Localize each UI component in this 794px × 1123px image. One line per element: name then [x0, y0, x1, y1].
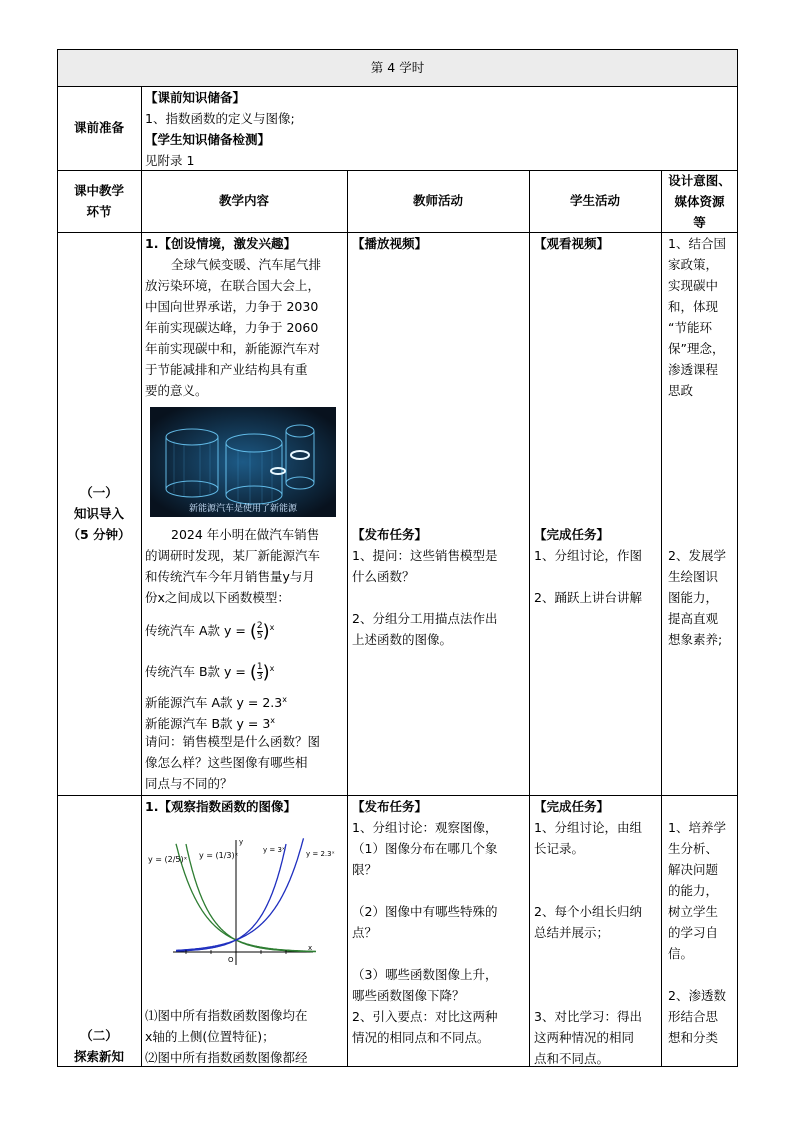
- origin-label: O: [228, 956, 234, 964]
- intent-line: 图能力，: [668, 590, 719, 605]
- model-b: 传统汽车 B款 y = ( $\frac{1}{3}$ )$^x$: [145, 662, 275, 684]
- intent-line: 2、发展学: [668, 548, 726, 563]
- section2-student-heading: 【完成任务】: [534, 799, 610, 814]
- model-b-den: 3: [256, 672, 263, 683]
- col-header-intent-2: 媒体资源: [674, 194, 725, 209]
- model-a-num: 2: [256, 621, 263, 632]
- intent-line: 保”理念，: [668, 341, 725, 356]
- section1-label-2: 知识导入: [73, 506, 124, 521]
- series-label-c: y = 3ˣ: [263, 846, 286, 854]
- section2-teacher-heading: 【发布任务】: [352, 799, 428, 814]
- section1-label-1: （一）: [80, 485, 118, 500]
- new-energy-car-video-image: [150, 407, 336, 517]
- section2-student-line: 长记录。: [534, 841, 585, 856]
- student-task-heading: 【完成任务】: [534, 527, 610, 542]
- teacher-task-heading: 【发布任务】: [352, 527, 428, 542]
- section1-para2-line: 和传统汽车今年月销售量y与月: [145, 569, 315, 584]
- student-watch-video: 【观看视频】: [534, 236, 610, 251]
- section2-student-line: 这两种情况的相同: [534, 1030, 635, 1045]
- section1-title: 1.【创设情境，激发兴趣】: [145, 236, 296, 251]
- section1-label-3: （5 分钟）: [67, 527, 131, 542]
- model-a-exp: x: [269, 623, 275, 632]
- section2-teacher-line: （3）哪些函数图像上升，: [352, 967, 498, 982]
- col-header-content: 教学内容: [218, 193, 269, 208]
- intent-line: 家政策，: [668, 257, 719, 272]
- section2-label-2: 探索新知: [73, 1049, 124, 1064]
- section2-obs-line: ⑴图中所有指数函数图像均在: [145, 1008, 308, 1023]
- section2-label-1: （二）: [80, 1028, 118, 1043]
- section2-student-line: 1、分组讨论，由组: [534, 820, 642, 835]
- section2-intent-line: 生分析、: [668, 841, 719, 856]
- section2-intent-line: 1、培养学: [668, 820, 726, 835]
- section2-student-line: 点和不同点。: [534, 1051, 610, 1066]
- section2-obs-line: ⑵图中所有指数函数图像都经: [145, 1050, 308, 1065]
- col-header-student: 学生活动: [569, 193, 620, 208]
- section1-question-line: 同点与不同的？: [145, 776, 233, 791]
- section2-title: 1.【观察指数函数的图像】: [145, 799, 296, 814]
- page-title: 第 4 学时: [370, 60, 425, 75]
- section1-para-line: 全球气候变暖、汽车尾气排: [171, 257, 322, 272]
- teacher-line: 什么函数？: [352, 569, 415, 584]
- teacher-line: 1、提问：这些销售模型是: [352, 548, 498, 563]
- y-axis-label: y: [239, 838, 244, 846]
- intent-line: 和，体现: [668, 299, 719, 314]
- prep-text-1: 1、指数函数的定义与图像;: [145, 111, 295, 126]
- section1-para2-line: 的调研时发现，某厂新能源汽车: [145, 548, 321, 563]
- x-axis-label: x: [308, 944, 313, 952]
- series-label-a: y = (2/5)ˣ: [148, 855, 188, 864]
- model-c-text: 新能源汽车 A款 y = 2.3: [145, 695, 283, 711]
- prep-label: 课前准备: [73, 120, 124, 135]
- intent-line: 思政: [668, 383, 694, 398]
- intent-line: 1、结合国: [668, 236, 726, 251]
- model-a-prefix: 传统汽车 A款 y =: [145, 623, 250, 639]
- section2-intent-line: 的学习自: [668, 925, 719, 940]
- prep-heading-1: 【课前知识储备】: [145, 90, 246, 105]
- section1-para-line: 年前实现碳中和，新能源汽车对: [145, 341, 321, 356]
- section1-question-line: 像怎么样？这些图像有哪些相: [145, 755, 308, 770]
- model-a-den: 5: [256, 631, 263, 642]
- section2-teacher-line: 限？: [352, 862, 378, 877]
- prep-heading-2: 【学生知识储备检测】: [145, 132, 271, 147]
- section2-teacher-line: 情况的相同点和不同点。: [352, 1030, 490, 1045]
- section1-para-line: 于节能减排和产业结构具有重: [145, 362, 308, 377]
- col-header-stage-2: 环节: [86, 204, 112, 219]
- section2-intent-line: 2、渗透数: [668, 988, 726, 1003]
- model-a: 传统汽车 A款 y = ( $\frac{2}{5}$ )$^x$: [145, 621, 275, 643]
- section2-teacher-line: 1、分组讨论：观察图像，: [352, 820, 498, 835]
- intent-line: 实现碳中: [668, 278, 719, 293]
- col-header-teacher: 教师活动: [412, 193, 463, 208]
- section2-intent-line: 信。: [668, 946, 694, 961]
- section2-teacher-line: （2）图像中有哪些特殊的: [352, 904, 498, 919]
- section2-student-line: 3、对比学习：得出: [534, 1009, 642, 1024]
- section1-para2-line: 份x之间成以下函数模型：: [145, 590, 290, 605]
- intent-line: 提高直观: [668, 611, 719, 626]
- student-line: 2、踊跃上讲台讲解: [534, 590, 642, 605]
- model-b-prefix: 传统汽车 B款 y =: [145, 664, 250, 680]
- model-b-exp: x: [269, 664, 275, 673]
- col-header-stage-1: 课中教学: [73, 183, 124, 198]
- section1-question-line: 请问：销售模型是什么函数？图: [145, 734, 321, 749]
- section1-para-line: 中国向世界承诺，力争于 2030: [145, 299, 319, 314]
- col-header-intent-1: 设计意图、: [668, 173, 731, 188]
- section2-teacher-line: 点？: [352, 925, 378, 940]
- intent-line: 生绘图识: [668, 569, 719, 584]
- section1-para2-line: 2024 年小明在做汽车销售: [171, 527, 320, 542]
- section2-teacher-line: 2、引入要点：对比这两种: [352, 1009, 498, 1024]
- teacher-line: 2、分组分工用描点法作出: [352, 611, 498, 626]
- model-d-exp: x: [270, 716, 276, 725]
- section2-student-line: 2、每个小组长归纳: [534, 904, 642, 919]
- curve-three: [176, 844, 286, 951]
- col-header-intent-3: 等: [693, 215, 706, 230]
- teacher-line: 上述函数的图像。: [352, 632, 453, 647]
- intent-line: “节能环: [668, 320, 712, 335]
- series-label-b: y = (1/3)ˣ: [199, 851, 239, 860]
- section2-student-line: 总结并展示；: [534, 925, 610, 940]
- series-label-d: y = 2.3ˣ: [306, 850, 335, 858]
- section2-intent-line: 解决问题: [668, 862, 719, 877]
- model-d-text: 新能源汽车 B款 y = 3: [145, 716, 271, 732]
- model-c-exp: x: [282, 695, 287, 704]
- section1-para-line: 要的意义。: [145, 383, 208, 398]
- teacher-play-video: 【播放视频】: [352, 236, 428, 251]
- image-caption: 新能源汽车是使用了新能源: [188, 504, 297, 514]
- curve-two-point-three: [176, 838, 304, 950]
- model-b-num: 1: [256, 662, 263, 673]
- prep-text-2: 见附录 1: [145, 153, 195, 168]
- section2-intent-line: 形结合思: [668, 1009, 719, 1024]
- section2-teacher-line: 哪些函数图像下降？: [352, 988, 465, 1003]
- section2-intent-line: 想和分类: [668, 1030, 719, 1045]
- intent-line: 渗透课程: [668, 362, 719, 377]
- cylinder-hologram-icon: [150, 407, 336, 517]
- student-line: 1、分组讨论，作图: [534, 548, 642, 563]
- section2-intent-line: 的能力，: [668, 883, 719, 898]
- section2-teacher-line: （1）图像分布在哪几个象: [352, 841, 498, 856]
- section1-para-line: 放污染环境，在联合国大会上，: [145, 278, 321, 293]
- section2-intent-line: 树立学生: [668, 904, 719, 919]
- exponential-graph: [143, 820, 343, 970]
- section2-obs-line: x轴的上侧(位置特征)；: [145, 1029, 275, 1044]
- intent-line: 想象素养;: [668, 632, 723, 647]
- section1-para-line: 年前实现碳达峰，力争于 2060: [145, 320, 319, 335]
